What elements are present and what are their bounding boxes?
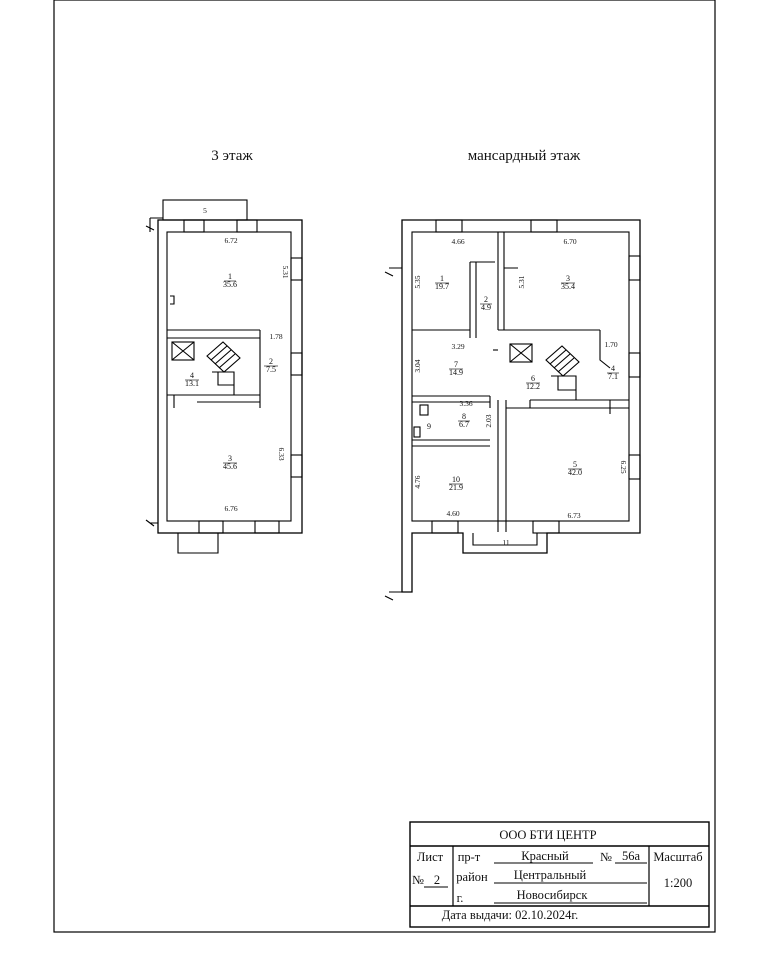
attic-dim-bottom-right: 6.73 <box>567 511 581 520</box>
floor3-room-1-num: 1 <box>228 272 232 281</box>
floor3-room-1-area: 35.6 <box>223 280 237 289</box>
attic-dim-top-left: 4.66 <box>451 237 465 246</box>
attic-dim-top-right: 6.70 <box>563 237 577 246</box>
attic-room-6-num: 6 <box>531 374 535 383</box>
attic-room-4-num: 4 <box>611 364 615 373</box>
attic-room-3-area: 35.4 <box>561 282 575 291</box>
floor3-room-2-area: 7.5 <box>266 365 276 374</box>
floor3-room-4-num: 4 <box>190 371 194 380</box>
stamp-scale: 1:200 <box>663 876 693 890</box>
sheet-frame <box>54 0 715 932</box>
stamp-district-label: район <box>456 870 488 884</box>
attic-dim-left-mid: 3.04 <box>413 359 422 373</box>
attic-room-1-num: 1 <box>440 274 444 283</box>
floor3-room-4-area: 13.1 <box>185 379 199 388</box>
stamp-sheet-no-label: № <box>412 873 424 887</box>
stamp-city: Новосибирск <box>516 888 588 902</box>
attic-room-4-area: 7.1 <box>608 372 618 381</box>
attic-dim-bath-h: 2.03 <box>484 414 493 428</box>
attic-room-5-area: 42.0 <box>568 468 582 477</box>
attic-room-10-area: 21.9 <box>449 483 463 492</box>
attic-room-labels <box>427 274 619 492</box>
attic-dim-right-bottom: 6.25 <box>619 460 628 474</box>
stamp-house-label: № <box>600 850 612 864</box>
attic-dim-mid-left: 5.31 <box>517 275 526 289</box>
floor3-room-3-num: 3 <box>228 454 232 463</box>
attic-title: мансардный этаж <box>467 148 581 164</box>
floor3-dim-top: 6.72 <box>224 236 238 245</box>
attic-dim-hall: 3.29 <box>451 342 465 351</box>
attic-dim-bottom-left: 4.60 <box>446 509 460 518</box>
floor3-room-2-num: 2 <box>269 357 273 366</box>
stamp-street-type: пр-т <box>457 850 481 864</box>
attic-room-2-num: 2 <box>484 295 488 304</box>
stamp-district: Центральный <box>513 868 587 882</box>
floor3-dim-balcony: 5 <box>203 206 207 215</box>
attic-room-9-num: 9 <box>427 422 431 431</box>
attic-dim-right-mid: 1.70 <box>604 340 618 349</box>
title-block-text <box>412 828 703 922</box>
attic-dim-left-bottom: 4.76 <box>413 475 422 489</box>
attic-room-3-num: 3 <box>566 274 570 283</box>
floor3-dim-bottom: 6.76 <box>224 504 238 513</box>
attic-room-10-num: 10 <box>452 475 460 484</box>
stamp-issue-date: Дата выдачи: 02.10.2024г. <box>441 908 579 922</box>
stamp-scale-label: Масштаб <box>653 850 703 864</box>
floor3-title: 3 этаж <box>211 148 253 164</box>
floor3-dimensions <box>203 206 290 513</box>
attic-room-5-num: 5 <box>573 460 577 469</box>
attic-room-8-area: 6.7 <box>459 420 469 429</box>
attic-plan <box>385 220 640 600</box>
attic-room-6-area: 12.2 <box>526 382 540 391</box>
stamp-street: Красный <box>521 849 569 863</box>
stamp-house: 56а <box>621 849 641 863</box>
attic-room-2-area: 4.9 <box>481 303 491 312</box>
floor3-dim-mid: 1.78 <box>269 332 283 341</box>
attic-room-8-num: 8 <box>462 412 466 421</box>
floor3-room-3-area: 45.6 <box>223 462 237 471</box>
stamp-sheet-no: 2 <box>433 873 441 887</box>
stamp-company: ООО БТИ ЦЕНТР <box>499 828 597 842</box>
floor3-dim-right-bottom: 6.33 <box>277 447 286 461</box>
floor3-dim-right-top: 5.31 <box>281 265 290 279</box>
floor3-plan <box>146 200 302 553</box>
stamp-sheet-label: Лист <box>416 850 444 864</box>
attic-room-7-area: 14.9 <box>449 368 463 377</box>
attic-dim-bay: 11 <box>502 538 510 547</box>
attic-room-1-area: 19.7 <box>435 282 449 291</box>
stamp-city-label: г. <box>456 891 464 905</box>
attic-dim-bath-w: 3.36 <box>459 399 473 408</box>
attic-dim-left-top: 5.35 <box>413 275 422 289</box>
attic-room-7-num: 7 <box>454 360 458 369</box>
